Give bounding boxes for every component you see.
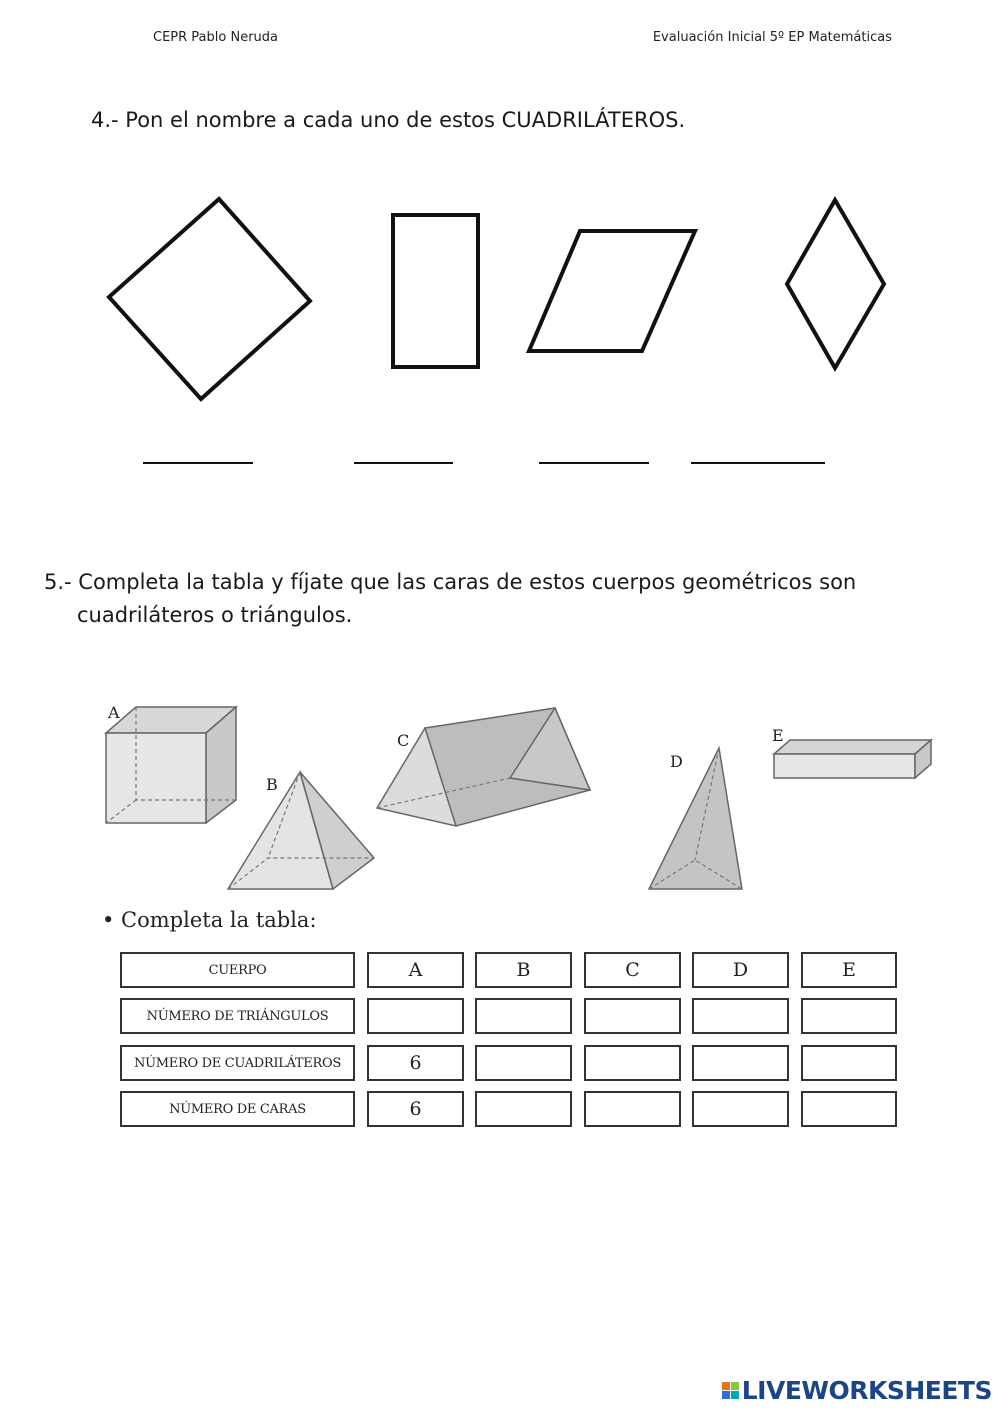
cell-cuadrilateros-b[interactable]	[475, 1045, 572, 1081]
logo-text: LIVEWORKSHEETS	[741, 1376, 992, 1405]
input-triangulos-d[interactable]	[694, 999, 787, 1033]
row-label-cuadrilateros: NÚMERO DE CUADRILÁTEROS	[120, 1045, 355, 1081]
cell-caras-c[interactable]	[584, 1091, 681, 1127]
input-cuadrilateros-c[interactable]	[586, 1046, 679, 1080]
cell-cuadrilateros-c[interactable]	[584, 1045, 681, 1081]
input-triangulos-e[interactable]	[803, 999, 895, 1033]
column-header-e: E	[801, 952, 897, 988]
cell-triangulos-c[interactable]	[584, 998, 681, 1034]
column-header-d: D	[692, 952, 789, 988]
input-cuadrilateros-b[interactable]	[477, 1046, 570, 1080]
row-label-caras: NÚMERO DE CARAS	[120, 1091, 355, 1127]
column-header-c: C	[584, 952, 681, 988]
solid-label-d: D	[670, 752, 683, 771]
cell-triangulos-b[interactable]	[475, 998, 572, 1034]
cell-triangulos-e[interactable]	[801, 998, 897, 1034]
answer-field-4[interactable]	[691, 445, 825, 464]
solid-label-a: A	[108, 703, 120, 722]
table-corner-cell: CUERPO	[120, 952, 355, 988]
question-5-line-1: 5.- Completa la tabla y fíjate que las caras de estos cuerpos geométricos son	[44, 570, 857, 594]
school-name: CEPR Pablo Neruda	[153, 30, 278, 45]
cell-caras-e[interactable]	[801, 1091, 897, 1127]
quadrilaterals-figure	[0, 180, 1000, 420]
question-5-line-2: cuadriláteros o triángulos.	[77, 603, 353, 627]
input-triangulos-a[interactable]	[369, 999, 462, 1033]
cell-cuadrilateros-d[interactable]	[692, 1045, 789, 1081]
column-header-a: A	[367, 952, 464, 988]
solid-label-c: C	[397, 731, 410, 750]
input-cuadrilateros-d[interactable]	[694, 1046, 787, 1080]
rhomboid-shape	[529, 231, 695, 351]
flat-prism-solid	[772, 726, 931, 778]
tetrahedron-solid	[649, 748, 742, 889]
solid-label-b: B	[266, 775, 278, 794]
input-caras-e[interactable]	[803, 1092, 895, 1126]
prism-solid	[377, 708, 590, 826]
solids-illustration	[90, 690, 950, 900]
solid-label-e: E	[772, 726, 784, 745]
input-caras-c[interactable]	[586, 1092, 679, 1126]
cell-caras-d[interactable]	[692, 1091, 789, 1127]
cell-cuadrilateros-a: 6	[367, 1045, 464, 1081]
input-caras-d[interactable]	[694, 1092, 787, 1126]
input-caras-b[interactable]	[477, 1092, 570, 1126]
answer-field-2[interactable]	[354, 445, 453, 464]
pyramid-solid	[228, 772, 374, 889]
input-triangulos-c[interactable]	[586, 999, 679, 1033]
question-4-text: 4.- Pon el nombre a cada uno de estos CUADRILÁTEROS.	[91, 108, 686, 132]
cell-triangulos-a[interactable]	[367, 998, 464, 1034]
cell-caras-b[interactable]	[475, 1091, 572, 1127]
question-5-text	[44, 566, 974, 632]
exam-title: Evaluación Inicial 5º EP Matemáticas	[652, 30, 892, 45]
rectangle-shape	[393, 215, 478, 367]
table-instruction: • Completa la tabla:	[102, 908, 317, 932]
cell-caras-a: 6	[367, 1091, 464, 1127]
square-shape	[109, 199, 310, 399]
row-label-triangulos: NÚMERO DE TRIÁNGULOS	[120, 998, 355, 1034]
rhombus-shape	[787, 200, 884, 368]
answer-field-3[interactable]	[539, 445, 649, 464]
input-cuadrilateros-e[interactable]	[803, 1046, 895, 1080]
liveworksheets-logo[interactable]	[722, 1376, 992, 1405]
cell-triangulos-d[interactable]	[692, 998, 789, 1034]
logo-mark-icon	[722, 1382, 739, 1399]
column-header-b: B	[475, 952, 572, 988]
input-triangulos-b[interactable]	[477, 999, 570, 1033]
cell-cuadrilateros-e[interactable]	[801, 1045, 897, 1081]
cube-solid	[106, 703, 236, 823]
answer-field-1[interactable]	[143, 445, 253, 464]
